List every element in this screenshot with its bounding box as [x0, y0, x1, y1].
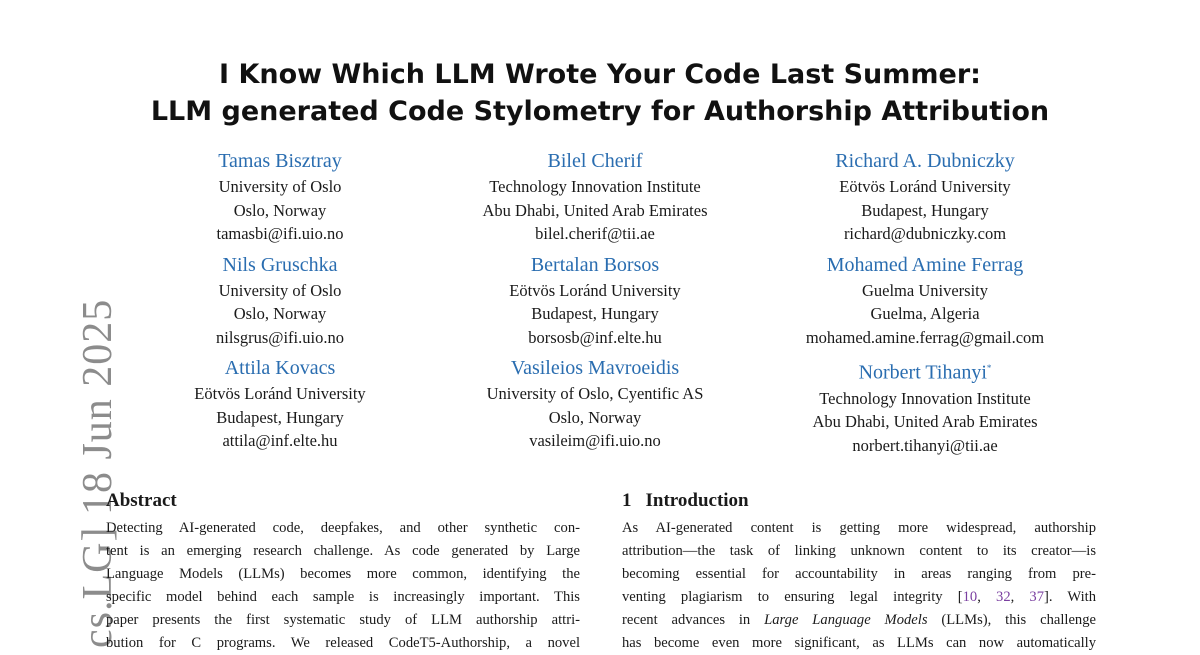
intro-line: becoming essential for accountability in areas ranging from pre-	[622, 566, 1096, 582]
intro-line: attribution—the task of linking unknown content to its creator—is	[622, 543, 1096, 559]
section-number: 1	[622, 490, 632, 511]
emphasized-term: Large Language Models	[764, 612, 928, 628]
author-affiliation: University of Oslo	[218, 177, 342, 196]
author-email[interactable]: borsosb@inf.elte.hu	[528, 327, 662, 347]
intro-line: has become even more significant, as LLMs can now automatically	[622, 635, 1096, 651]
author-grid	[130, 148, 1090, 457]
author-email[interactable]: richard@dubniczky.com	[843, 224, 1007, 243]
author-affiliation: Technology Innovation Institute	[819, 388, 1031, 408]
introduction-body	[622, 517, 1096, 655]
title-line-1: I Know Which LLM Wrote Your Code Last Summer:	[219, 59, 981, 90]
intro-line: As AI-generated content is getting more widespread, authorship	[622, 520, 1096, 536]
abstract-line: specific model behind each sample is increasingly important. This	[106, 589, 580, 605]
author-name[interactable]: Attila Kovacs	[224, 357, 336, 379]
author-location: Budapest, Hungary	[861, 200, 989, 220]
abstract-section	[106, 488, 580, 655]
title-line-2: LLM generated Code Stylometry for Authorship Attribution	[150, 96, 1050, 127]
citation-separator: ,	[977, 589, 997, 605]
author-name[interactable]: Richard A. Dubniczky	[835, 150, 1015, 172]
author-location: Budapest, Hungary	[531, 304, 659, 323]
author-location: Oslo, Norway	[233, 304, 327, 323]
introduction-heading	[622, 488, 1096, 514]
author-name[interactable]	[760, 355, 1090, 387]
intro-line	[622, 609, 1096, 632]
intro-text: (LLMs), this challenge	[927, 612, 1097, 628]
author-location: Budapest, Hungary	[216, 407, 344, 427]
author-affiliation: Guelma University	[861, 280, 988, 300]
author-block	[130, 355, 430, 457]
abstract-line: bution for C programs. We released CodeT5-Authorship, a novel	[106, 635, 580, 651]
author-location: Oslo, Norway	[233, 200, 327, 220]
author-name-text[interactable]: Norbert Tihanyi	[858, 361, 987, 384]
section-title: Introduction	[645, 490, 749, 511]
author-location: Abu Dhabi, United Arab Emirates	[482, 200, 708, 220]
author-name[interactable]: Tamas Bisztray	[218, 150, 342, 172]
citation-link[interactable]: 32	[996, 589, 1011, 605]
citation-separator: ,	[1010, 589, 1030, 605]
author-email[interactable]: mohamed.amine.ferrag@gmail.com	[805, 327, 1045, 347]
intro-line	[622, 586, 1096, 609]
author-email[interactable]: norbert.tihanyi@tii.ae	[852, 435, 998, 455]
citation-link[interactable]: 10	[962, 589, 978, 605]
author-block	[760, 355, 1090, 457]
author-affiliation: Technology Innovation Institute	[489, 177, 701, 196]
author-block	[760, 148, 1090, 246]
author-block	[430, 148, 760, 246]
abstract-body	[106, 517, 580, 655]
intro-text: recent advances in	[622, 612, 765, 628]
author-name[interactable]: Nils Gruschka	[222, 253, 338, 276]
author-name[interactable]: Bertalan Borsos	[530, 253, 660, 276]
author-affiliation: University of Oslo	[218, 280, 342, 300]
author-affiliation: Eötvös Loránd University	[509, 280, 681, 300]
intro-text: venting plagiarism to ensuring legal integrity [	[622, 589, 963, 605]
citation-link[interactable]: 37	[1029, 589, 1045, 605]
author-block	[130, 148, 430, 246]
author-email[interactable]: nilsgrus@ifi.uio.no	[216, 327, 344, 347]
author-email[interactable]: attila@inf.elte.hu	[222, 431, 338, 450]
author-block	[430, 355, 760, 457]
author-email[interactable]: bilel.cherif@tii.ae	[535, 224, 655, 243]
author-affiliation: Eötvös Loránd University	[839, 177, 1011, 196]
author-block	[130, 252, 430, 350]
author-affiliation: University of Oslo, Cyentific AS	[486, 384, 704, 403]
arxiv-identifier-stamp: cs.LG] 18 Jun 2025	[75, 298, 121, 648]
author-email[interactable]: vasileim@ifi.uio.no	[529, 431, 661, 450]
author-location: Oslo, Norway	[548, 407, 642, 427]
abstract-line: paper presents the first systematic study of LLM authorship attri-	[106, 612, 580, 628]
corresponding-author-marker: *	[986, 363, 992, 373]
author-name[interactable]: Bilel Cherif	[547, 150, 643, 172]
abstract-heading: Abstract	[106, 490, 177, 511]
abstract-line: Language Models (LLMs) becomes more common, identifying the	[106, 566, 580, 582]
paper-title	[100, 56, 1100, 130]
abstract-line: tent is an emerging research challenge. As code generated by Large	[106, 543, 580, 559]
author-block	[430, 252, 760, 350]
author-affiliation: Eötvös Loránd University	[194, 384, 366, 403]
author-location: Abu Dhabi, United Arab Emirates	[812, 412, 1038, 432]
author-location: Guelma, Algeria	[870, 304, 980, 323]
intro-text: ]. With	[1044, 589, 1097, 605]
author-email[interactable]: tamasbi@ifi.uio.no	[216, 224, 344, 243]
abstract-line: Detecting AI-generated code, deepfakes, and other synthetic con-	[106, 520, 580, 536]
author-name[interactable]: Vasileios Mavroeidis	[510, 357, 680, 379]
introduction-section	[622, 488, 1096, 655]
author-name[interactable]: Mohamed Amine Ferrag	[826, 253, 1024, 276]
author-block	[760, 252, 1090, 350]
